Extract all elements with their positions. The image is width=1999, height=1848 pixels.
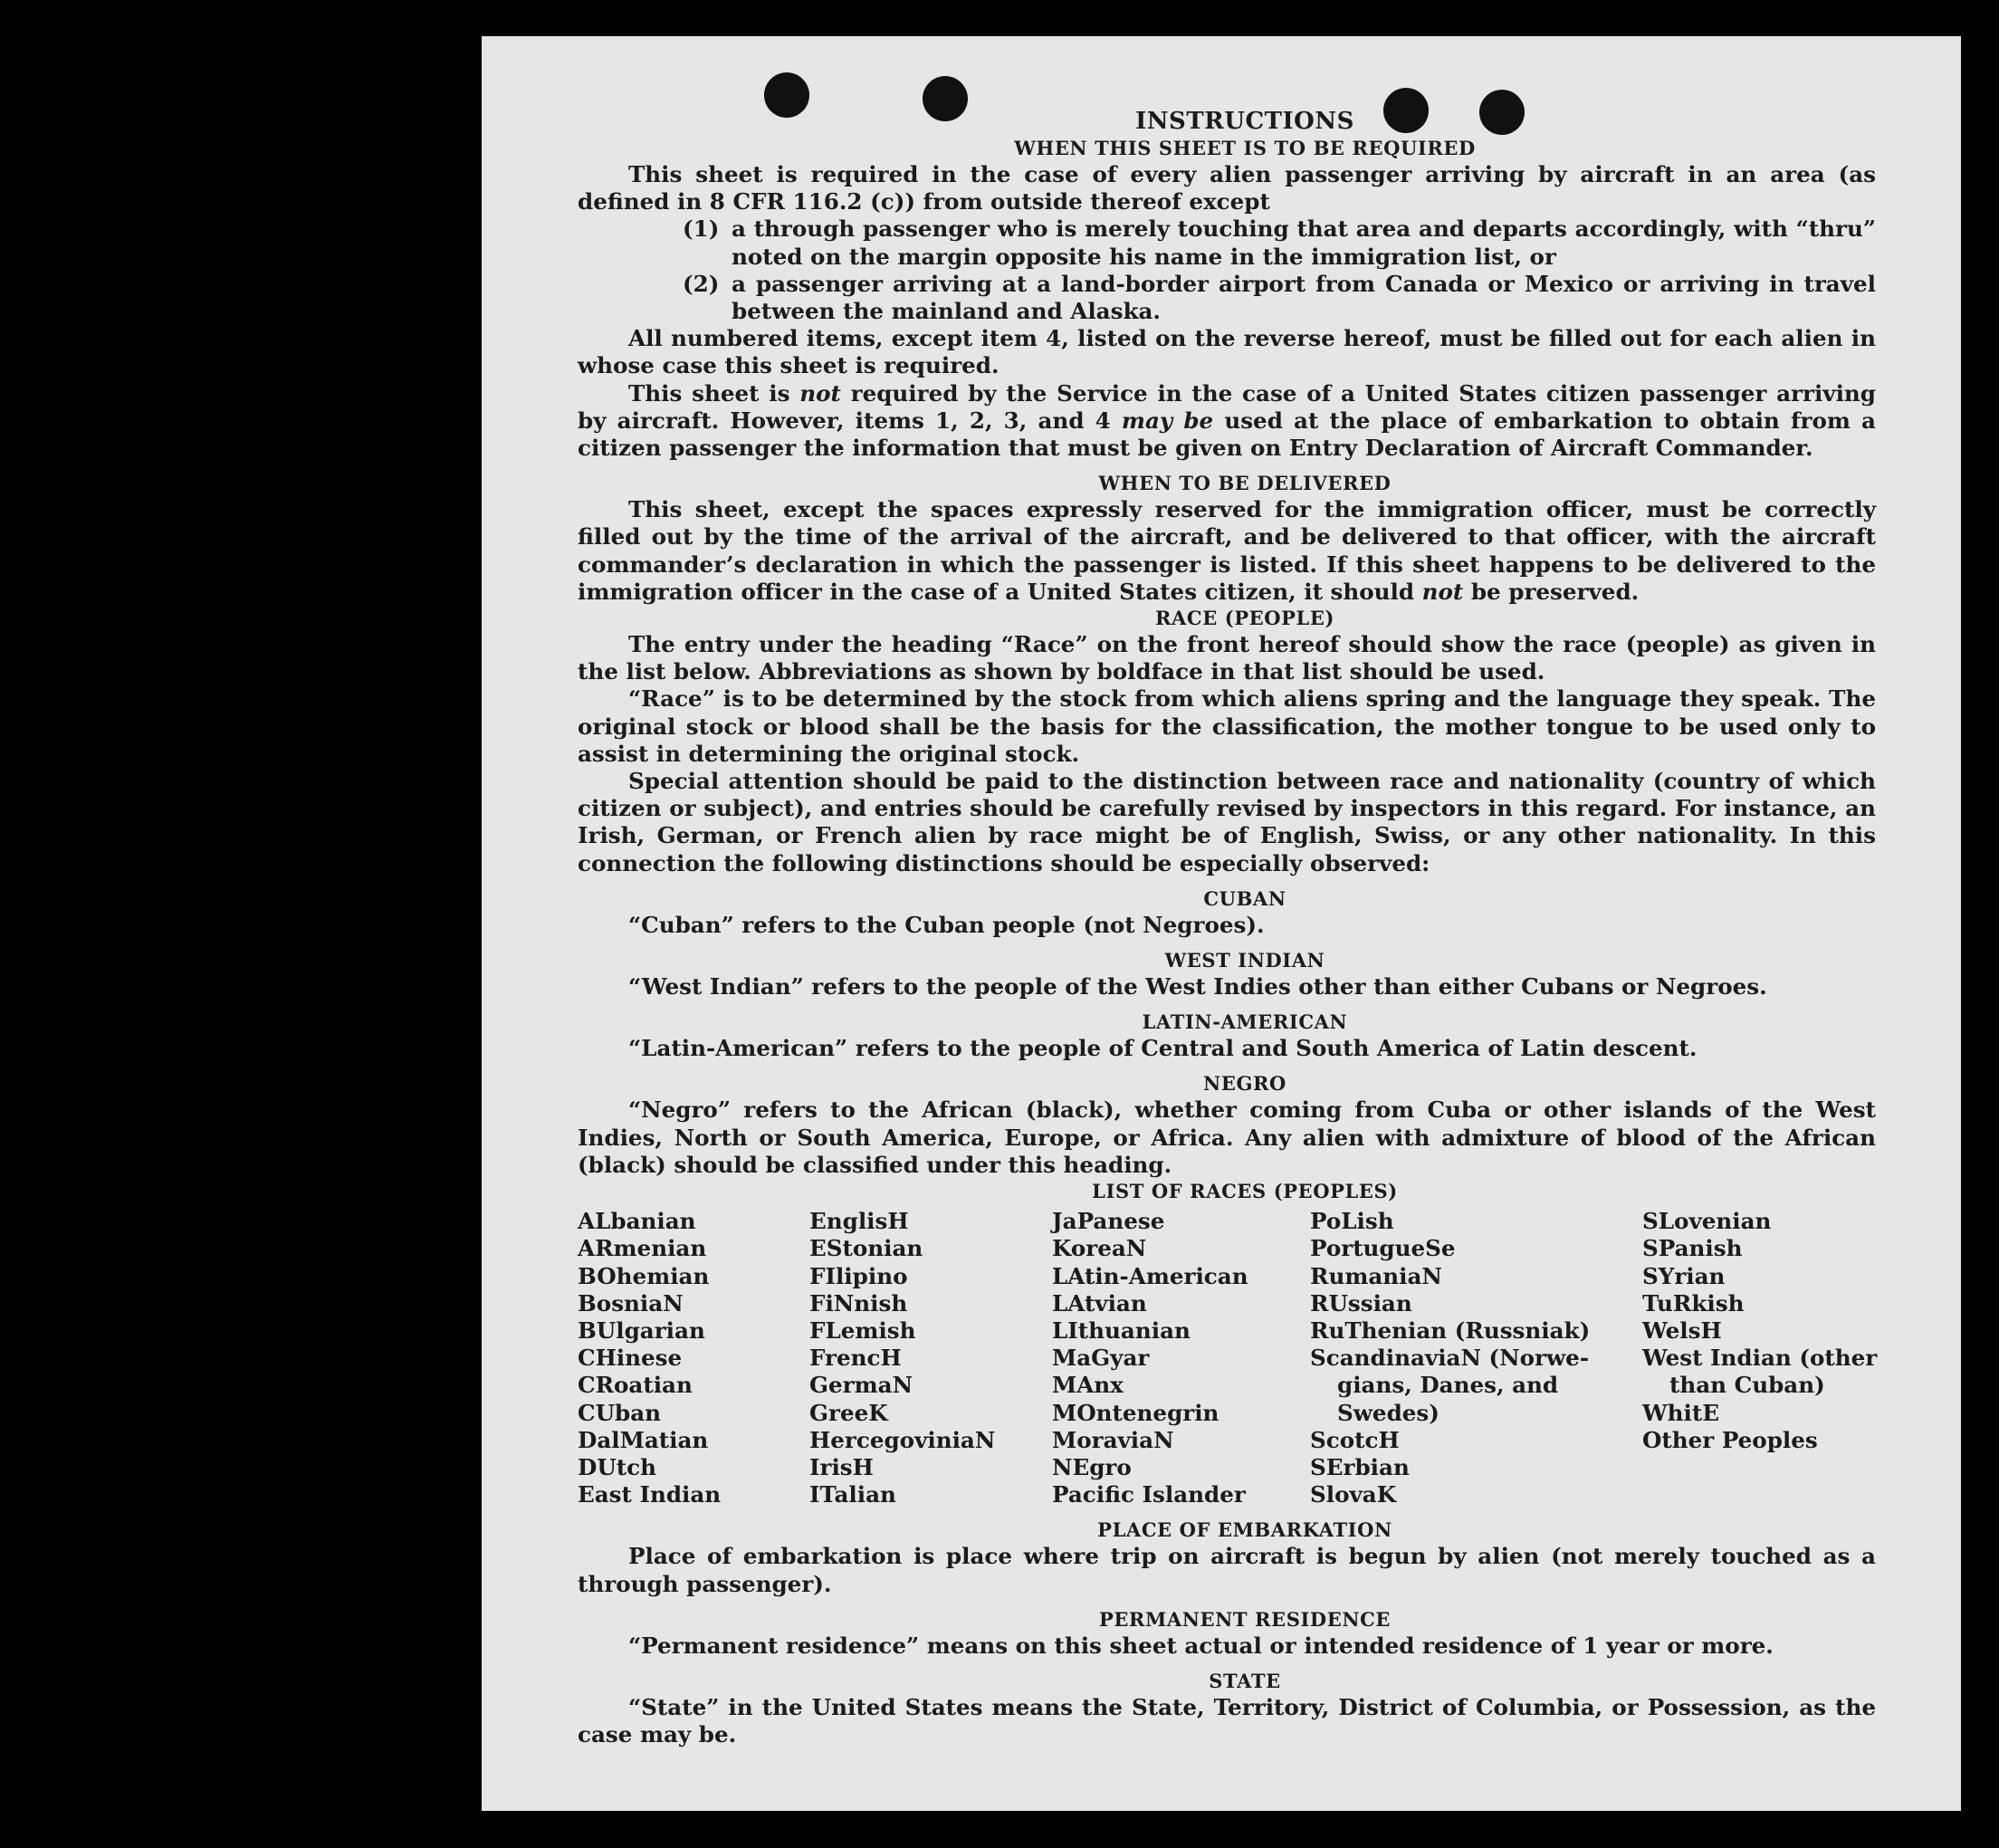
race-entry: SErbian	[1310, 1453, 1410, 1480]
section-heading-state: STATE	[1209, 1669, 1281, 1692]
race-entry: Pacific Islander	[1052, 1481, 1246, 1508]
section-heading-delivered: WHEN TO BE DELIVERED	[1098, 472, 1392, 495]
race-entry: CHinese	[578, 1345, 683, 1372]
race-entry: LAtvian	[1052, 1289, 1147, 1317]
race-paragraph-1: The entry under the heading “Race” on the front hereof should show the race (people) as given in the list below. Abbreviations as shown by boldface in that list should be used.	[578, 631, 1876, 685]
race-entry: BUlgarian	[578, 1317, 705, 1344]
race-entry: MAnx	[1052, 1372, 1124, 1399]
race-entry: RuThenian (Russniak)	[1310, 1317, 1591, 1344]
item-text: a passenger arriving at a land-border airport from Canada or Mexico or arriving in travel between the mainland and Alaska.	[732, 270, 1876, 325]
section-heading-west-indian: WEST INDIAN	[1164, 949, 1325, 972]
races-column-3	[1052, 1208, 1310, 1508]
race-entry: LIthuanian	[1052, 1317, 1191, 1344]
latin-american-paragraph: “Latin-American” refers to the people of Central and South America of Latin descent.	[628, 1035, 1698, 1062]
race-entry: ScandinaviaN (Norwe-	[1310, 1345, 1590, 1372]
race-entry: GermaN	[809, 1372, 913, 1399]
race-entry: RUssian	[1310, 1289, 1412, 1317]
race-entry: CUban	[578, 1399, 662, 1426]
required-paragraph-3: This sheet is not required by the Service in the case of a United States citizen passenger arriving by aircraft. However, items 1, 2, 3, and 4 may be used at the place of embarkation to obtain from a citizen passenger the information that must be given on Entry Declaration of Aircraft Commander.	[578, 379, 1876, 462]
race-entry: SYrian	[1642, 1262, 1726, 1289]
item-number: (2)	[683, 270, 720, 297]
section-heading-cuban: CUBAN	[1203, 886, 1286, 910]
race-entry: SPanish	[1642, 1235, 1743, 1262]
race-entry: EStonian	[809, 1235, 923, 1262]
race-entry: MaGyar	[1052, 1345, 1150, 1372]
races-column-5	[1642, 1208, 1876, 1508]
races-column-1	[578, 1208, 809, 1508]
race-entry: MoraviaN	[1052, 1426, 1174, 1453]
section-heading-race: RACE (PEOPLE)	[1154, 607, 1335, 630]
race-entry: FLemish	[809, 1317, 916, 1344]
race-entry: gians, Danes, and	[1337, 1372, 1559, 1399]
race-entry: Swedes)	[1337, 1399, 1439, 1426]
race-entry: MOntenegrin	[1052, 1399, 1219, 1426]
race-entry: IrisH	[809, 1453, 874, 1480]
races-column-2	[809, 1208, 1052, 1508]
section-heading-negro: NEGRO	[1203, 1072, 1286, 1096]
race-entry: WelsH	[1642, 1317, 1722, 1344]
race-entry: Other Peoples	[1642, 1426, 1818, 1453]
race-entry: ITalian	[809, 1481, 896, 1508]
embarkation-paragraph: Place of embarkation is place where trip on aircraft is begun by alien (not merely touched as a through passenger).	[578, 1543, 1876, 1597]
item-text: a through passenger who is merely touching that area and departs accordingly, with “thru” noted on the margin opposite his name in the immigration list, or	[732, 215, 1876, 270]
race-entry: KoreaN	[1052, 1235, 1147, 1262]
race-entry: East Indian	[578, 1481, 722, 1508]
race-paragraph-3: Special attention should be paid to the distinction between race and nationality (country of which citizen or subject), and entries should be carefully revised by inspectors in this regard. For instance, an Irish, German, or French alien by race might be of English, Swiss, or any other nationality. In this connection the following distinctions should be especially observed:	[578, 768, 1876, 876]
section-heading-latin-american: LATIN-AMERICAN	[1142, 1010, 1348, 1034]
race-entry: DalMatian	[578, 1426, 709, 1453]
race-entry: GreeK	[809, 1399, 888, 1426]
race-entry: EnglisH	[809, 1208, 909, 1235]
race-entry: JaPanese	[1052, 1208, 1165, 1235]
race-entry: BOhemian	[578, 1262, 710, 1289]
negro-paragraph: “Negro” refers to the African (black), whether coming from Cuba or other islands of the West Indies, North or South America, Europe, or Africa. Any alien with admixture of blood of the African (black) should be classified under this heading.	[578, 1096, 1876, 1178]
race-entry: West Indian (other	[1642, 1345, 1878, 1372]
race-entry: ARmenian	[578, 1235, 707, 1262]
race-paragraph-2: “Race” is to be determined by the stock from which aliens spring and the language they speak. The original stock or blood shall be the basis for the classification, the mother tongue to be used only to assist in determining the original stock.	[578, 685, 1876, 767]
residence-paragraph: “Permanent residence” means on this sheet actual or intended residence of 1 year or more.	[628, 1632, 1774, 1659]
section-heading-residence: PERMANENT RESIDENCE	[1098, 1607, 1392, 1631]
page-title: INSTRUCTIONS	[1135, 108, 1354, 135]
race-entry: than Cuban)	[1669, 1372, 1825, 1399]
race-entry: NEgro	[1052, 1453, 1132, 1480]
delivered-paragraph: This sheet, except the spaces expressly reserved for the immigration officer, must be correctly filled out by the time of the arrival of the aircraft, and be delivered to that officer, with the aircraft commander’s declaration in which the passenger is listed. If this sheet happens to be delivered to the immigration officer in the case of a United States citizen, it should not be preserved.	[578, 496, 1876, 605]
race-entry: WhitE	[1642, 1399, 1719, 1426]
race-entry: RumaniaN	[1310, 1262, 1442, 1289]
race-entry: ScotcH	[1310, 1426, 1400, 1453]
section-heading-required: WHEN THIS SHEET IS TO BE REQUIRED	[1014, 137, 1476, 159]
required-paragraph-2: All numbered items, except item 4, listed on the reverse hereof, must be filled out for each alien in whose case this sheet is required.	[578, 325, 1876, 379]
required-paragraph-1: This sheet is required in the case of every alien passenger arriving by aircraft in an area (as defined in 8 CFR 116.2 (c)) from outside thereof except	[578, 161, 1876, 215]
races-list	[578, 1208, 1876, 1508]
race-entry: SlovaK	[1310, 1481, 1397, 1508]
race-entry: TuRkish	[1642, 1289, 1745, 1317]
exception-item-2	[683, 271, 1876, 325]
race-entry: PoLish	[1310, 1208, 1394, 1235]
race-entry: FIlipino	[809, 1262, 908, 1289]
state-paragraph: “State” in the United States means the State, Territory, District of Columbia, or Possession, as the case may be.	[578, 1693, 1876, 1748]
race-entry: HercegoviniaN	[809, 1426, 996, 1453]
instructions-content	[578, 107, 1876, 1748]
section-heading-races-list: LIST OF RACES (PEOPLES)	[1092, 1180, 1398, 1203]
west-indian-paragraph: “West Indian” refers to the people of the West Indies other than either Cubans or Negroes.	[628, 973, 1767, 1001]
race-entry: ALbanian	[578, 1208, 696, 1235]
race-entry: LAtin-American	[1052, 1262, 1248, 1289]
race-entry: DUtch	[578, 1453, 656, 1480]
race-entry: BosniaN	[578, 1289, 684, 1317]
section-heading-embarkation: PLACE OF EMBARKATION	[1097, 1518, 1392, 1542]
race-entry: PortugueSe	[1310, 1235, 1456, 1262]
cuban-paragraph: “Cuban” refers to the Cuban people (not Negroes).	[628, 911, 1265, 938]
race-entry: FiNnish	[809, 1289, 908, 1317]
race-entry: SLovenian	[1642, 1208, 1772, 1235]
item-number: (1)	[683, 215, 720, 243]
race-entry: FrencH	[809, 1345, 902, 1372]
races-column-4	[1310, 1208, 1642, 1508]
document-page	[482, 36, 1961, 1811]
exception-item-1	[683, 215, 1876, 270]
race-entry: CRoatian	[578, 1372, 693, 1399]
